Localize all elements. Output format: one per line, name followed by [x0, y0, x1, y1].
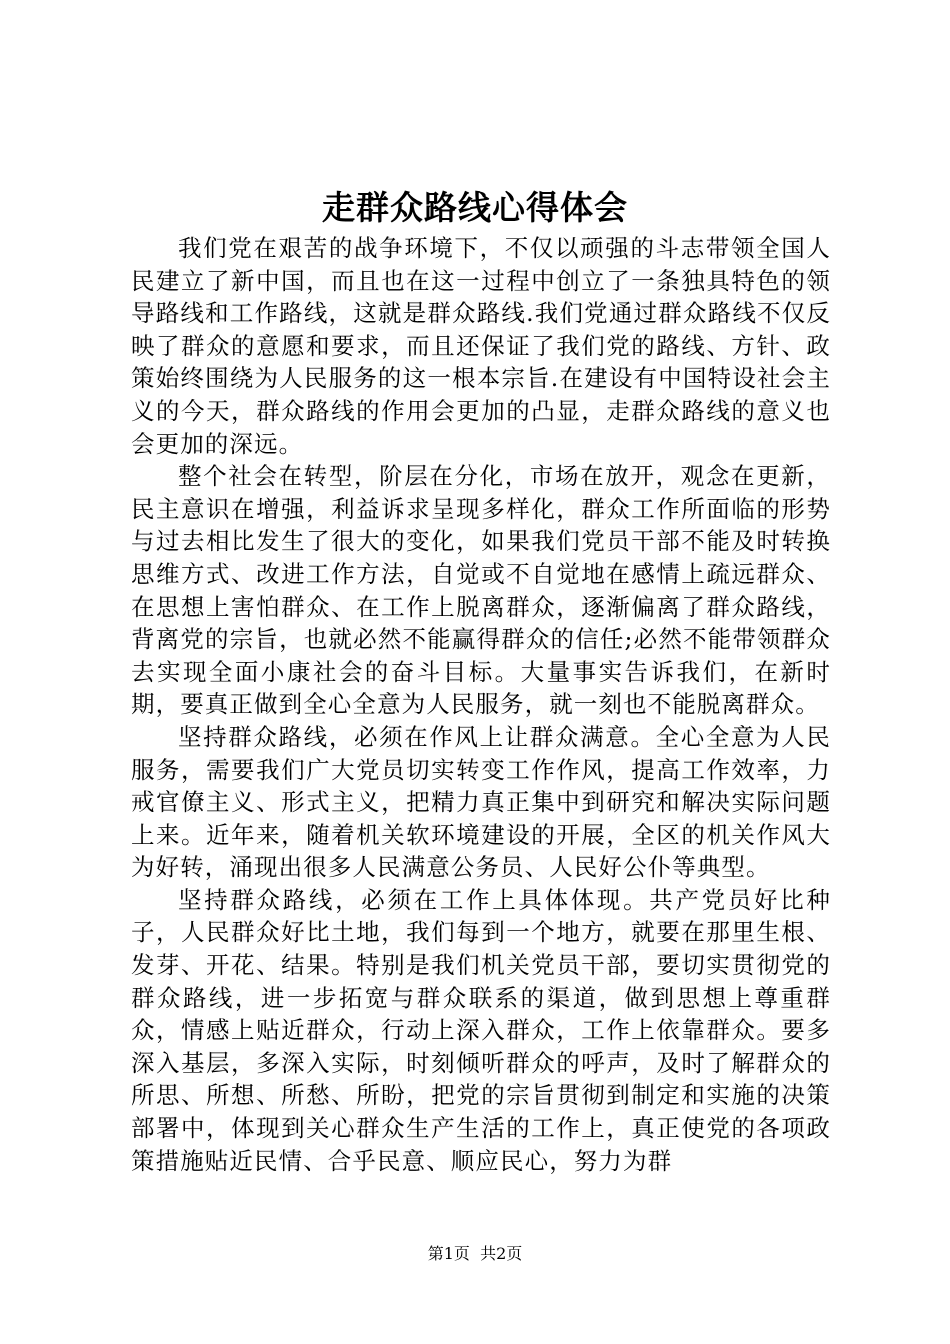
- paragraph: 坚持群众路线，必须在工作上具体体现。共产党员好比种子，人民群众好比土地，我们每到一个地方，就要在那里生根、发芽、开花、结果。特别是我们机关党员干部，要切实贯彻党的群众路线，进一步拓宽与群众联系的渠道，做到思想上尊重群众，情感上贴近群众，行动上深入群众，工作上依靠群众。要多深入基层，多深入实际，时刻倾听群众的呼声，及时了解群众的所思、所想、所愁、所盼，把党的宗旨贯彻到制定和实施的决策部署中，体现到关心群众生产生活的工作上，真正使党的各项政策措施贴近民情、合乎民意、顺应民心，努力为群: [131, 885, 831, 1175]
- document-body: [131, 232, 831, 1177]
- page-number-footer: 第1页 共2页: [427, 1244, 523, 1263]
- paragraph: 我们党在艰苦的战争环境下，不仅以顽强的斗志带领全国人民建立了新中国，而且也在这一过程中创立了一条独具特色的领导路线和工作路线，这就是群众路线.我们党通过群众路线不仅反映了群众的意愿和要求，而且还保证了我们党的路线、方针、政策始终围绕为人民服务的这一根本宗旨.在建设有中国特设社会主义的今天，群众路线的作用会更加的凸显，走群众路线的意义也会更加的深远。: [131, 234, 831, 458]
- document-title: 走群众路线心得体会: [322, 188, 628, 227]
- paragraph: 坚持群众路线，必须在作风上让群众满意。全心全意为人民服务，需要我们广大党员切实转变工作作风，提高工作效率，力戒官僚主义、形式主义，把精力真正集中到研究和解决实际问题上来。近年来，随着机关软环境建设的开展，全区的机关作风大为好转，涌现出很多人民满意公务员、人民好公仆等典型。: [131, 722, 831, 882]
- paragraph: 整个社会在转型，阶层在分化，市场在放开，观念在更新，民主意识在增强，利益诉求呈现多样化，群众工作所面临的形势与过去相比发生了很大的变化，如果我们党员干部不能及时转换思维方式、改进工作方法，自觉或不自觉地在感情上疏远群众、在思想上害怕群众、在工作上脱离群众，逐渐偏离了群众路线，背离党的宗旨，也就必然不能赢得群众的信任;必然不能带领群众去实现全面小康社会的奋斗目标。大量事实告诉我们，在新时期，要真正做到全心全意为人民服务，就一刻也不能脱离群众。: [131, 462, 831, 719]
